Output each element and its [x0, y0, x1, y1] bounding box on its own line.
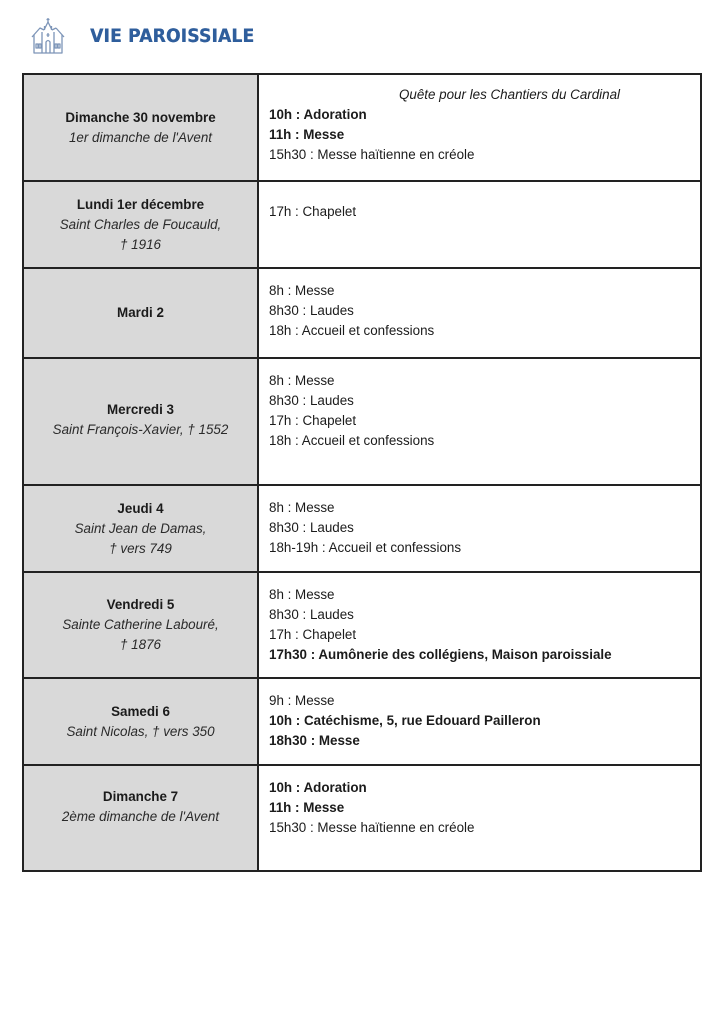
events-cell — [258, 678, 701, 765]
day-cell — [23, 74, 258, 181]
day-subtitle: † 1916 — [120, 236, 161, 252]
day-name: Lundi 1er décembre — [76, 196, 205, 212]
event-item: 9h : Messe — [269, 693, 335, 708]
day-cell — [23, 572, 258, 678]
day-subtitle: † 1876 — [120, 637, 161, 652]
event-item: 18h : Accueil et confessions — [269, 433, 435, 448]
day-subtitle: 2ème dimanche de l'Avent — [61, 809, 220, 824]
event-item: 11h : Messe — [269, 127, 345, 142]
day-cell — [23, 678, 258, 765]
page-header — [28, 14, 272, 58]
event-item: 8h30 : Laudes — [269, 607, 354, 622]
event-item: 17h : Chapelet — [269, 413, 357, 428]
events-cell — [258, 74, 701, 181]
day-name: Dimanche 7 — [102, 789, 179, 804]
event-item: 17h : Chapelet — [269, 627, 357, 642]
day-subtitle: 1er dimanche de l'Avent — [68, 129, 212, 145]
event-item: 8h : Messe — [269, 587, 335, 602]
day-name: Mardi 2 — [117, 305, 164, 320]
day-name: Dimanche 30 novembre — [65, 109, 216, 125]
event-item: 10h : Catéchisme, 5, rue Edouard Pailleron — [269, 713, 541, 728]
event-item: 17h : Chapelet — [269, 204, 357, 219]
day-name: Vendredi 5 — [106, 597, 175, 612]
day-cell — [23, 765, 258, 871]
day-subtitle: † vers 749 — [109, 540, 172, 556]
events-cell — [258, 765, 701, 871]
event-item: 8h : Messe — [269, 373, 335, 388]
events-cell — [258, 268, 701, 358]
events-cell — [258, 572, 701, 678]
day-cell — [23, 358, 258, 485]
day-cell — [23, 485, 258, 572]
schedule-row — [23, 485, 701, 572]
day-subtitle: Sainte Catherine Labouré, — [62, 617, 219, 632]
event-item: 8h30 : Laudes — [269, 520, 354, 535]
event-item: 8h : Messe — [269, 500, 335, 515]
events-cell — [258, 181, 701, 268]
weekly-schedule-table — [22, 73, 702, 872]
collection-note: Quête pour les Chantiers du Cardinal — [398, 87, 621, 102]
events-cell — [258, 485, 701, 572]
day-name: Samedi 6 — [111, 703, 170, 719]
event-item: 10h : Adoration — [269, 107, 367, 122]
event-item: 8h : Messe — [269, 283, 335, 298]
event-item: 15h30 : Messe haïtienne en créole — [269, 820, 475, 835]
day-subtitle: Saint Nicolas, † vers 350 — [66, 723, 215, 739]
event-item: 18h : Accueil et confessions — [269, 323, 435, 338]
schedule-row — [23, 358, 701, 485]
day-cell — [23, 268, 258, 358]
event-item: 15h30 : Messe haïtienne en créole — [269, 147, 475, 162]
event-item: 18h30 : Messe — [269, 733, 360, 748]
church-icon — [28, 16, 68, 56]
schedule-row — [23, 678, 701, 765]
event-item: 8h30 : Laudes — [269, 393, 354, 408]
schedule-row — [23, 268, 701, 358]
schedule-row — [23, 74, 701, 181]
day-subtitle: Saint François-Xavier, † 1552 — [52, 421, 229, 437]
schedule-row — [23, 572, 701, 678]
event-item: 10h : Adoration — [269, 780, 367, 795]
events-cell — [258, 358, 701, 485]
day-name: Mercredi 3 — [107, 401, 174, 417]
day-subtitle: Saint Jean de Damas, — [74, 520, 207, 536]
event-item: 18h-19h : Accueil et confessions — [269, 540, 462, 555]
schedule-row — [23, 181, 701, 268]
event-item: 8h30 : Laudes — [269, 303, 354, 318]
day-subtitle: Saint Charles de Foucauld, — [59, 216, 222, 232]
day-name: Jeudi 4 — [117, 500, 164, 516]
schedule-row — [23, 765, 701, 871]
event-item: 11h : Messe — [269, 800, 345, 815]
page-title: VIE PAROISSIALE — [90, 25, 255, 47]
day-cell — [23, 181, 258, 268]
event-item: 17h30 : Aumônerie des collégiens, Maison paroissiale — [269, 647, 612, 662]
